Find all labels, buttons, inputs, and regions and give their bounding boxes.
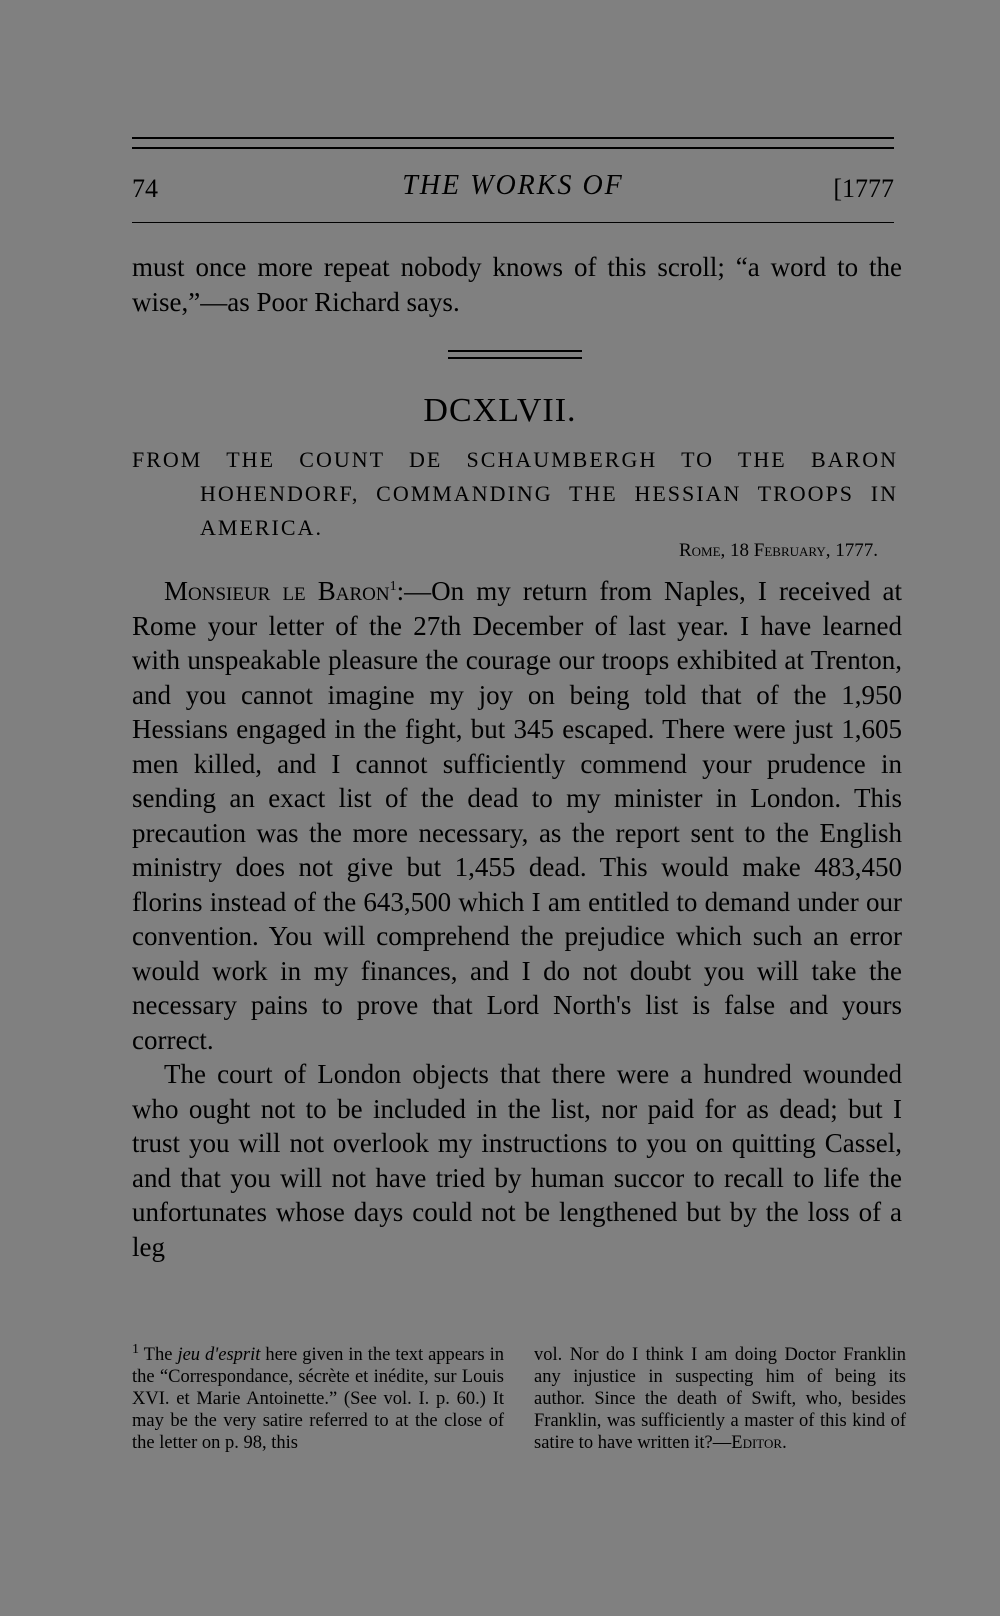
- year-marker: [1777: [833, 174, 894, 203]
- footnote-reference: 1: [389, 579, 397, 594]
- paragraph-1-text: :—On my return from Naples, I received at Rome your letter of the 27th December of last year. I have learned with unspeakable pleasure the courage our troops exhibited at Trenton, and you cannot imagine my joy on being told that of the 1,950 Hessians engaged in the fight, but 345 escaped. There were just 1,605 men killed, and I cannot sufficiently commend your prudence in sending an exact list of the dead to my minister in London. This precaution was the more necessary, as the report sent to the English ministry does not give but 1,455 dead. This would make 483,450 florins instead of the 643,500 which I am entitled to demand under our convention. You will comprehend the prejudice which such an error would work in my finances, and I do not doubt you will take the necessary pains to prove that Lord North's list is false and yours correct.: [132, 576, 902, 1055]
- letter-body: [132, 574, 902, 1264]
- section-divider-bottom: [448, 357, 582, 359]
- letter-dateline: Rome, 18 February, 1777.: [678, 540, 878, 561]
- footnote-signature: Editor.: [731, 1433, 787, 1453]
- header-double-rule-bottom: [132, 147, 894, 149]
- footnote-area: [132, 1341, 906, 1454]
- letter-number: DCXLVII.: [423, 392, 577, 429]
- footnote-italic-term: jeu d'esprit: [177, 1345, 261, 1365]
- footnote-text-lead: The: [139, 1345, 178, 1365]
- letter-paragraph-2: The court of London objects that there were a hundred wounded who ought not to be included in the list, nor paid for as dead; but I trust you will not overlook my instructions to you on quitting Cassel, and that you will not have tried by human succor to recall to life the unfortunates whose days could not be lengthened but by the loss of a leg: [132, 1059, 902, 1262]
- section-divider-top: [448, 350, 582, 352]
- footnote-marker: 1: [132, 1341, 139, 1357]
- letter-heading: FROM THE COUNT DE SCHAUMBERGH TO THE BARON HOHENDORF, COMMANDING THE HESSIAN TROOPS IN AMERICA.: [132, 447, 898, 540]
- letter-paragraph-1: [132, 574, 902, 1057]
- header-double-rule-top: [132, 137, 894, 139]
- footnote-column-2: [534, 1344, 906, 1454]
- intro-paragraph: must once more repeat nobody knows of this scroll; “a word to the wise,”—as Poor Richard says.: [132, 252, 902, 317]
- header-underline-rule: [132, 222, 894, 223]
- page-number: 74: [132, 174, 158, 203]
- salutation: Monsieur le Baron: [164, 576, 390, 606]
- running-header: [132, 170, 894, 210]
- footnote-text-2: vol. Nor do I think I am doing Doctor Franklin any injustice in suspecting him of being its author. Since the death of Swift, who, besides Franklin, was sufficiently a master of this kind of satire to have written it?—: [534, 1345, 906, 1453]
- footnote-text-1: here given in the text appears in the “Correspondance, sécrète et inédite, sur Louis XVI. et Marie Antoinette.” (See vol. I. p. 60.) It may be the very satire referred to at the close of the letter on p. 98, this: [132, 1345, 504, 1453]
- footnote-column-1: [132, 1341, 504, 1454]
- running-title: THE WORKS OF: [402, 170, 624, 201]
